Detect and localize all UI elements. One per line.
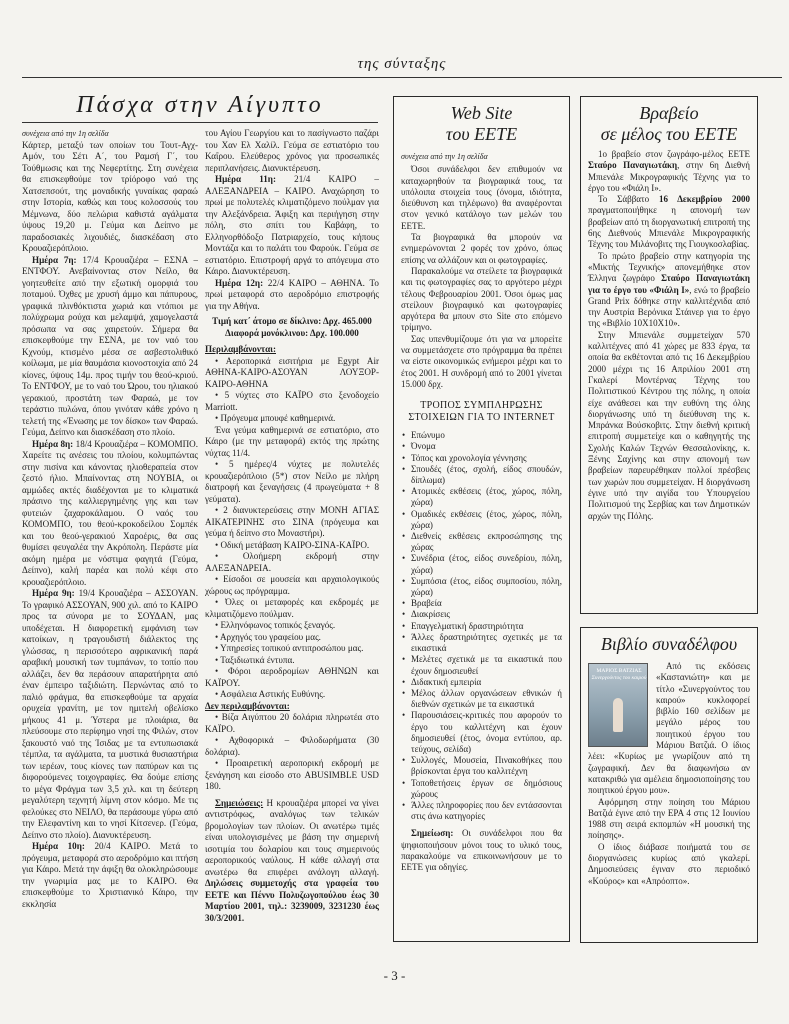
list-item: • Βραβεία <box>401 598 562 609</box>
egypt-paragraph <box>22 255 198 439</box>
book-title: Βιβλίο συναδέλφου <box>600 634 738 654</box>
included-title: Περιλαμβάνονται: <box>205 344 276 354</box>
subtitle-line-1: ΤΡΟΠΟΣ ΣΥΜΠΛΗΡΩΣΗΣ <box>420 400 543 412</box>
list-item: • Συλλογές, Μουσεία, Πινακοθήκες που βρίσκονται έργα του καλλιτέχνη <box>401 755 562 777</box>
website-title: Web Site του ΕΕΤΕ <box>445 103 518 144</box>
section-header: της σύνταξης <box>357 56 447 72</box>
internet-fields-list <box>401 430 562 822</box>
list-item: • Σπουδές (έτος, σχολή, είδος σπουδών, δίπλωμα) <box>401 464 562 486</box>
included-item: • Φόροι αεροδρομίων ΑΘΗΝΩΝ και ΚΑΪΡΟΥ. <box>205 666 379 688</box>
included-item: • Ελληνόφωνος τοπικός ξεναγός. <box>215 620 336 630</box>
day-label: Ημέρα 12η: <box>215 277 264 288</box>
egypt-paragraph <box>205 174 379 278</box>
included-item: • 5 νύχτες στο ΚΑΪΡΟ στο ξενοδοχείο Marriott. <box>205 390 379 412</box>
list-item: • Άλλες πληροφορίες που δεν εντάσσονται στις άνω κατηγορίες <box>401 800 562 822</box>
included-item: • Είσοδοι σε μουσεία και αρχαιολογικούς χώρους ως πρόγραμμα. <box>205 574 379 596</box>
list-item: • Διεθνείς εκθέσεις εκπροσώπησης της χώρας <box>401 531 562 553</box>
egypt-paragraph <box>22 841 198 910</box>
website-paragraph: Παρακαλούμε να στείλετε τα βιογραφικά και τις φωτογραφίες σας το αργότερο μέχρι τέλους Φεβρουαρίου 2001. Όσοι όμως μας στείλουν βιογραφικό και φωτογραφίες αργότερα θα μπουν στο Site στο επόμενο τρίμηνο. <box>401 265 562 333</box>
day-text: 17/4 Κρουαζιέρα – ΕΣΝΑ – ΕΝΤΦΟΥ. Ανεβαίνοντας στον Νείλο, θα γοητευθείτε από την εξωτική ομορφιά του ποταμού. Όχθες με χρυσή άμμο και πάπυρους, γραφικά πλινθόκτιστα χωριά και ντόπιοι με πολύχρωμα ρούχα και μελαμψά, χαμογελαστά πρόσωπα να σας χαιρετούν. Σήμερα θα επισκεφθούμε την ΕΣΝΑ, με τον ναό του Κχνούμ, κτισμένο μέσα σε ασβεστολιθικό κοίλωμα, με μία θαυμάσια κιονοστοιχία από 24 κίονες, ύψους 14μ. προς τιμήν του θεού-κριού. Το ΕΝΤΦΟΥ, με το ναό του Ώρου, του ηλιακού γερακιού, προστάτη των Φαραώ, με τον τεράστιο πυλώνα, όπου γινόταν κάθε χρόνο η τελετή της «Ένωσης με τον δίσκο» των Φαραώ. Γεύμα, Δείπνο και διασκέδαση στο πλοίο. <box>22 254 198 437</box>
award-text-cont: , ενώ το βραβείο Grand Prix δόθηκε στην καλλιτέχνιδα από την Αυστρία Βερόνικα Στάινερ για το έργο της «Βιβλίο 10Χ10Χ10». <box>588 284 750 329</box>
article-title-egypt: Πάσχα στην Αίγυπτο <box>76 92 324 118</box>
book-box <box>580 627 758 943</box>
website-note-label: Σημείωση: <box>411 828 454 839</box>
egypt-paragraph <box>22 588 198 841</box>
award-box <box>580 96 758 614</box>
day-text: 19/4 Κρουαζιέρα – ΑΣΣΟΥΑΝ. Το γραφικό ΑΣΣΟΥΑΝ, 900 χιλ. από το ΚΑΙΡΟ προς τα σύνορα με το ΣΟΥΔΑΝ, μας υποδέχεται. Η διαφορετική εμφάνιση των κατοίκων, η τραγουδιστή διάλεκτος της γλώσσας, η περισσότερο αφρικανική παρά αραβική μουσική των τυμπάνων, το τοπίο που αλλάζει, δεν θα περάσουν απαρατήρητα από έναν έμπειρο ταξιδιώτη. Περνώντας από το παλιό φράγμα, θα επισκεφθούμε τα αρχαία ορυχεία γρανίτη, με τον ημιτελή οβελίσκο μήκους 41 μ. Ύστερα με πλοιάρια, θα πλεύσουμε στο περίφημο νησί της Φιλών, στον ξακουστό ναό της Ίσιδας με τα εντυπωσιακά τέμπλα, τα αγάλματα, τα μυστικά θυσιαστήρια των ιερέων, τους κίονες των παπύρων και τις διφορούμενες τοιχογραφίες. Θα δούμε επίσης το μέγα Φράγμα των 3,5 χιλ. και τη δεύτερη μεγαλύτερη τεχνητή λίμνη στον κόσμο. Με τις φελούκες στο ΝΕΙΛΟ, θα περάσουμε γύρω από την Ελεφαντίνη και το νησί Κίτσενερ. (Γεύμα, Δείπνο στο πλοίο). Διανυκτέρευση. <box>22 588 198 840</box>
list-item: • Μέλος άλλων οργανώσεων εθνικών ή διεθνών σχετικών με τα εικαστικά <box>401 688 562 710</box>
notes-label: Σημειώσεις: <box>215 797 264 808</box>
day-text: 21/4 ΚΑΙΡΟ – ΑΛΕΞΑΝΔΡΕΙΑ – ΚΑΙΡΟ. Αναχώρηση το πρωί με πολυτελές κλιματιζόμενο πούλμαν για την Αλεξάνδρεια. Άφιξη και περιήγηση στην πόλη, στο σπίτι του Καβάφη, το Ελληνορθόδοξο Πατριαρχείο, τους κήπους Μοντάζα και το παλάτι του Φαρούκ. Γεύμα σε εστιατόριο. Επιστροφή αργά το απόγευμα στο Κάιρο. Διανυκτέρευση. <box>205 174 379 276</box>
egypt-paragraph <box>22 140 198 255</box>
day-label: Ημέρα 11η: <box>215 174 276 184</box>
list-item: • Συνέδρια (έτος, είδος συνεδρίου, πόλη, χώρα) <box>401 553 562 575</box>
book-body <box>588 661 750 887</box>
award-text: 1ο βραβείο στον ζωγράφο-μέλος ΕΕΤΕ <box>598 149 750 159</box>
included-item: • Οδική μετάβαση ΚΑΙΡΟ-ΣΙΝΑ-ΚΑΪΡΟ. <box>215 539 370 550</box>
list-item: • Ατομικές εκθέσεις (έτος, χώρος, πόλη, χώρα) <box>401 486 562 508</box>
website-paragraph: Σας υπενθυμίζουμε ότι για να μπορείτε να συμμετάσχετε στο πρόγραμμα θα πρέπει να είστε οικονομικώς ενήμεροι μέχρι και το έτος 2001. Η συνδρομή από το 2001 γίνεται 15.000 δρχ. <box>401 333 562 389</box>
award-text: Το πρώτο βραβείο στην κατηγορία της «Μικτής Τεχνικής» απονεμήθηκε στον Έλληνα ζωγράφο <box>588 250 750 284</box>
award-paragraph <box>588 194 750 250</box>
list-item: • Τοποθετήσεις έργων σε δημόσιους χώρους <box>401 778 562 800</box>
award-paragraph <box>588 330 750 522</box>
egypt-column-2 <box>205 128 379 950</box>
day-label: Ημέρα 7η: <box>32 254 77 265</box>
day-text: 22/4 ΚΑΙΡΟ – ΑΘΗΝΑ. Το πρωί μεταφορά στο αεροδρόμιο επιστροφής για την Αθήνα. <box>205 277 379 311</box>
book-cover-image <box>588 663 648 747</box>
list-item: • Επαγγελματική δραστηριότητα <box>401 621 562 632</box>
award-title: Βραβείο σε μέλος του ΕΕΤΕ <box>600 103 738 144</box>
website-note <box>401 828 562 873</box>
list-item: • Τόπος και χρονολογία γέννησης <box>401 453 562 464</box>
included-item: • Υπηρεσίες τοπικού αντιπροσώπου μας. <box>215 643 364 653</box>
egypt-paragraph <box>205 128 379 174</box>
list-item: • Άλλες δραστηριότητες σχετικές με τα εικαστικά <box>401 632 562 654</box>
list-item: • Συμπόσια (έτος, είδος συμποσίου, πόλη, χώρα) <box>401 576 562 598</box>
book-text-3: Ο ίδιος διάβασε ποιήματά του σε διοργανώσεις κυρίως από γκαλερί. Δημοσιεύσεις έγιναν στο περιοδικό «Κούρος» και «Απρόοπτο». <box>588 841 750 886</box>
website-paragraph: Τα βιογραφικά θα μπορούν να ενημερώνονται 2 φορές τον χρόνο, όπως επίσης να αλλάζουν και οι φωτογραφίες. <box>401 232 562 265</box>
day-text: Κάρτερ, μεταξύ των οποίων του Τουτ-Αγχ-Αμόν, του Σέτι Α΄, του Ραμσή Γ΄, του Τούθμωσις και της Νεφερτίτης. Στη συνέχεια θα επισκεφθούμε τον τρίόροφο ναό της Χατσεπσούτ, της μοναδικής γυναίκας φαραώ στην Ιστορία, καθώς και τους κολοσσούς του Μέμνωνα, δύο πελώρια καθιστά αγάλματα ύψους 19,20 μ. Γεύμα και Δείπνο με παραδοσιακές λιχουδιές, διασκέδαση στο Κρουαζιερόπλοιο. <box>22 139 198 253</box>
continuation-note: συνέχεια από την 1η σελίδα <box>22 129 109 138</box>
award-text: Το Σάββατο <box>598 194 659 205</box>
list-item: • Ομαδικές εκθέσεις (έτος, χώρος, πόλη, χώρα) <box>401 509 562 531</box>
included-item: • Αεροπορικά εισιτήρια με Egypt Air ΑΘΗΝΑ-ΚΑΙΡΟ-ΑΣΟΥΑΝ ΛΟΥΞΟΡ-ΚΑΙΡΟ-ΑΘΗΝΑ <box>205 355 379 389</box>
book-cover-title: Συνεργούντος του καιρού <box>591 675 647 681</box>
award-paragraph <box>588 149 750 194</box>
included-item: • 2 διανυκτερεύσεις στην ΜΟΝΗ ΑΓΙΑΣ ΑΙΚΑΤΕΡΙΝΗΣ στο ΣΙΝΑ (πρόγευμα και γεύμα ή δείπνο στο Μοναστήρι). <box>205 505 379 538</box>
subtitle-line-2: ΣΤΟΙΧΕΙΩΝ ΓΙΑ ΤΟ INTERNET <box>408 412 555 424</box>
internet-form-subtitle <box>401 400 562 424</box>
excluded-item: • Προαιρετική αεροπορική εκδρομή με ξενάγηση και είσοδο στο ABUSIMBLE USD 180. <box>205 758 379 791</box>
book-cover-author: ΜΑΡΙΟΣ ΒΑΤΖΙΑΣ <box>596 668 642 674</box>
included-item: • Ταξιδιωτικά έντυπα. <box>215 654 295 665</box>
notes-registration: Δηλώσεις συμμετοχής στα γραφεία του ΕΕΤΕ και Πέννυ Πολυζωγοπούλου έως 30 Μαρτίου 2001, τηλ.: 3239009, 3231230 έως 30/3/2001. <box>205 878 379 923</box>
excluded-item: • Αχθοφορικά – Φιλοδωρήματα (30 δολάρια). <box>205 735 379 757</box>
award-text-cont: πραγματοποιήθηκε η απονομή των βραβείων από τη διοργανωτική επιτροπή της 6ης Διεθνούς Μπιενάλε Μικρογραφικής Τέχνης του Μιλάνοβιτς της Γιουγκοσλαβίας. <box>588 205 750 250</box>
award-body <box>588 149 750 522</box>
price-double: Τιμή κατ΄ άτομο σε δίκλινο: Δρχ. 465.000 <box>212 316 372 326</box>
price-block <box>205 316 379 339</box>
website-continuation: συνέχεια από την 1η σελίδα <box>401 152 488 161</box>
egypt-notes <box>205 798 379 925</box>
website-paragraph: Όσοι συνάδελφοι δεν επιθυμούν να καταχωρηθούν τα βιογραφικά τους, τα υπόλοιπα στοιχεία τους (όνομα, ιδιότητα, διεύθυνση και τηλέφωνο) θα αναφέρονται στον γενικό κατάλογο των μελών του ΕΕΤΕ. <box>401 164 562 231</box>
list-item: • Παρουσιάσεις-κριτικές που αφορούν το έργο του καλλιτέχνη και έχουν δημοσιευθεί (έτος, όνομα εντύπου, αρ. τεύχους, σελίδα) <box>401 710 562 755</box>
day-text: 18/4 Κρουαζιέρα – ΚΟΜΟΜΠΟ. Χαρείτε τις ανέσεις του πλοίου, κολυμπώντας στην πισίνα και κάνοντας ηλιοθεραπεία στον ζεστό ήλιο. Μπαίνοντας στη ΝΟΥΒΙΑ, οι αμμώδες ακτές διαδέχονται με το κλιματικά πράσινο της καλλιεργημένης γης και των φυτειών ζαχαροκάλαμου. Ο ναός του ΚΟΜΟΜΠΟ, του θεού-κροκοδείλου Σομπέκ και του θεού-γερακιού Χαροέρις, θα σας θυμίσει φευγαλέα την Ακρόπολη. Περάστε μία ακόμη ημέρα με νόστιμα φαγητά (Γεύμα, Δείπνο), καλή παρέα και πολύ κέφι στο κρουαζιερόπλοιο. <box>22 438 198 587</box>
list-item: • Μελέτες σχετικά με τα εικαστικά που έχουν δημοσιευθεί <box>401 654 562 676</box>
included-item: • Ασφάλεια Αστικής Ευθύνης. <box>215 689 326 699</box>
book-text-2: Αφόρμηση στην ποίηση του Μάριου Βατζιά έγινε από την ΕΡΑ 4 στις 12 Ιουνίου 1988 στη σειρά εκπομπών «Η μουσική της ποίησης». <box>588 796 750 841</box>
award-highlight: 16 Δεκεμβρίου 2000 <box>658 194 750 205</box>
header-rule <box>22 77 782 78</box>
award-text-cont: , στην 6η Διεθνή Μπιενάλε Μικρογραφικής Τέχνης για το έργο του «Φιάλη Ι». <box>588 160 751 193</box>
notes-text: Η κρουαζιέρα μπορεί να γίνει αντιστρόφως, αναλόγως των τελικών βρομολογίων των πλοίων. Οι ανωτέρω τιμές είναι υπολογισμένες με βάση την σημερινή ισοτιμία του δολαρίου και τους σημερινούς αεροπορικούς ναύλους. Η κάθε αλλαγή στα ανωτέρω θα επιφέρει ανάλογη αλλαγή. <box>205 797 379 877</box>
day-text: του Αγίου Γεωργίου και το πασίγνωστο παζάρι του Χαν Ελ Χαλίλ. Γεύμα σε εστιατόριο του Καΐρου. Ελεύθερος χρόνος για προσωπικές περιπλανήσεις. Διανυκτέρευση. <box>205 128 379 173</box>
included-item: • 5 ημέρες/4 νύχτες με πολυτελές κρουαζιερόπλοιο (5*) στον Νείλο με πλήρη διατροφή και ξεναγήσεις (4 πρωγεύματα + 8 γεύματα). <box>205 459 379 504</box>
price-single-supplement: Διαφορά μονόκλινου: Δρχ. 100.000 <box>225 327 359 338</box>
award-text: Στην Μπιενάλε συμμετείχαν 570 καλλιτέχνες από 41 χώρες με 833 έργα, τα οποία θα εκθέτονται από τις 16 Δεκεμβρίου 2000 μέχρι τις 16 Απριλίου 2001 στη Γκαλερί Μοντέρνας Τέχνης του Πολιτιστικού Κέντρου της πόλης, η οποία είχε ανάθεσει και την ευθύνη της όλης διοργάνωσης υπό τη διεύθυνση της κ. Μπράνκα Βούσκοβιτς. Στην διεθνή κριτική επιτροπή συμμετείχε και ο καθηγητής της Σχολής Καλών Τεχνών Θεσσαλονίκης, κ. Ξένης Σαχίνης και στην απονομή των βραβείων παρευρέθηκαν πολλοί πρέσβεις των χωρών που συμμετείχαν. Η διοργάνωση έγινε υπό την αιγίδα του Υπουργείου Πολιτισμού της Σερβίας και των Δημοτικών αρχών της Πόλης. <box>588 329 750 521</box>
website-note-text: Οι συνάδελφοι που θα ψηφιοποιήσουν μόνοι τους το υλικό τους, παρακαλούμε να επικοινωνήσουν με το ΕΕΤΕ για οδηγίες. <box>401 828 562 873</box>
award-highlight: Σταύρο Παναγιωτάκη <box>588 160 678 171</box>
egypt-paragraph <box>205 278 379 313</box>
article-title-rule <box>22 122 378 123</box>
egypt-paragraph <box>22 439 198 589</box>
website-body <box>401 151 562 874</box>
award-paragraph <box>588 251 750 330</box>
website-box <box>393 96 570 942</box>
list-item: • Διδακτική εμπειρία <box>401 677 562 688</box>
list-item: • Όνομα <box>401 441 562 452</box>
included-item: • Αρχηγός του γραφείου μας. <box>215 631 321 642</box>
award-highlight: Σταύρο Παναγιωτάκη για το έργο του «Φιάλη Ι» <box>588 273 750 295</box>
list-item: • Επώνυμο <box>401 430 562 441</box>
day-label: Ημέρα 8η: <box>32 438 74 449</box>
egypt-column-1 <box>22 128 198 950</box>
list-item: • Διακρίσεις <box>401 609 562 620</box>
included-item: Ένα γεύμα καθημερινά σε εστιατόριο, στο Κάιρο (με την μεταφορά) εκτός της πρώτης νύχτας 11/4. <box>205 424 379 458</box>
excluded-item: • Βίζα Αιγύπτου 20 δολάρια πληρωτέα στο ΚΑΪΡΟ. <box>205 712 379 734</box>
book-text-1: Από τις εκδόσεις «Καστανιώτη» και με τίτλο «Συνεργούντος του καιρού» κυκλοφορεί βιβλίο 160 σελίδων με μεγάλο μέρος του ποιητικού έργου του Μάριου Βατζιά. Ο ίδιος λέει: «Κυρίως με γνωρίζουν από τη ζωγραφική. Δεν θα διαφωνήσω αν κατακριθώ για αμέλεια δημοσιοποίησης του ποιητικού έργου μου». <box>588 661 750 796</box>
day-label: Ημέρα 10η: <box>32 841 85 851</box>
included-item: • Πρόγευμα μπουφέ καθημερινά. <box>215 413 336 423</box>
day-text: 20/4 ΚΑΙΡΟ. Μετά το πρόγευμα, μεταφορά στο αεροδρόμιο και πτήση για Κάιρο. Μετά την άφιξη θα ολοκληρώσουμε την γνωριμία μας με το ΚΑΙΡΟ. Θα επισκεφθούμε το Χριστιανικό Κάιρο, την εκκλησία <box>22 841 198 909</box>
included-item: • Όλες οι μεταφορές και εκδρομές με κλιματιζόμενο πούλμαν. <box>205 597 379 619</box>
page-number: - 3 - <box>383 968 406 983</box>
day-label: Ημέρα 9η: <box>32 588 75 598</box>
included-item: • Ολοήμερη εκδρομή στην ΑΛΕΞΑΝΔΡΕΙΑ. <box>205 551 379 573</box>
excluded-title: Δεν περιλαμβάνονται: <box>205 700 290 711</box>
